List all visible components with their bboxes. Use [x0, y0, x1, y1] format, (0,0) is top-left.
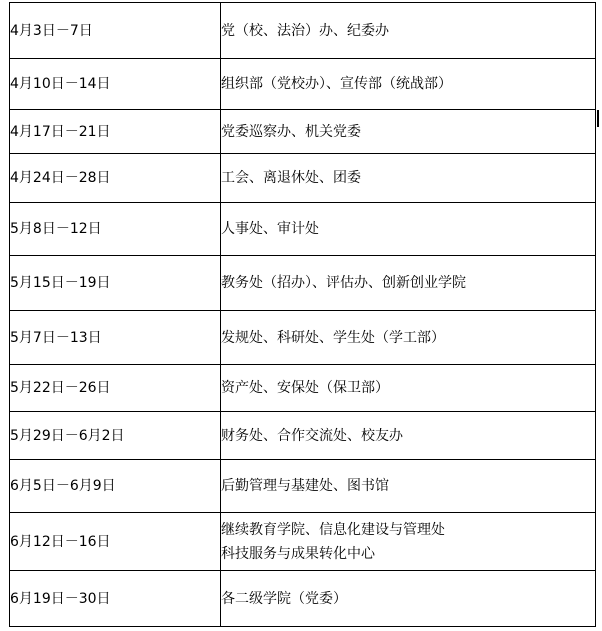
department-text: 财务处、合作交流处、校友办: [221, 427, 403, 444]
department-text: 工会、离退休处、团委: [221, 170, 361, 186]
period-cell: 6月19日－30日: [10, 571, 221, 627]
department-cell: [221, 154, 596, 203]
period-cell: 6月12日－16日: [10, 513, 221, 571]
table-row: [10, 110, 596, 154]
department-cell: [221, 256, 596, 311]
department-cell: [221, 460, 596, 513]
department-text: 组织部（党校办）、宣传部（统战部）: [221, 76, 452, 92]
department-text: 科技服务与成果转化中心: [221, 545, 375, 562]
department-cell: [221, 110, 596, 154]
table-row: [10, 59, 596, 110]
period-cell: 5月7日－13日: [10, 311, 221, 365]
department-text: 人事处、审计处: [221, 221, 319, 237]
period-cell: 5月22日－26日: [10, 365, 221, 412]
department-text: 各二级学院（党委）: [221, 590, 347, 607]
department-cell: [221, 365, 596, 412]
department-cell: [221, 412, 596, 460]
department-text: 发规处、科研处、学生处（学工部）: [221, 329, 445, 346]
department-text: 资产处、安保处（保卫部）: [221, 380, 389, 396]
table-row: [10, 365, 596, 412]
text-cursor-mark: [597, 110, 599, 127]
period-cell: 4月3日－7日: [10, 3, 221, 59]
department-text: 党委巡察办、机关党委: [221, 123, 361, 140]
table-row: [10, 154, 596, 203]
department-cell: [221, 203, 596, 256]
department-text: 后勤管理与基建处、图书馆: [221, 478, 389, 494]
table-row: [10, 311, 596, 365]
department-cell: [221, 513, 596, 571]
department-cell: [221, 3, 596, 59]
table-row: [10, 513, 596, 571]
department-text: 教务处（招办）、评估办、创新创业学院: [221, 275, 466, 291]
table-row: [10, 460, 596, 513]
department-text: 继续教育学院、信息化建设与管理处: [221, 521, 445, 538]
table-row: [10, 203, 596, 256]
table-row: [10, 256, 596, 311]
period-cell: 4月10日－14日: [10, 59, 221, 110]
department-cell: [221, 311, 596, 365]
table-row: [10, 571, 596, 627]
table-row: [10, 412, 596, 460]
period-cell: 6月5日－6月9日: [10, 460, 221, 513]
period-cell: 4月17日－21日: [10, 110, 221, 154]
period-cell: 4月24日－28日: [10, 154, 221, 203]
period-cell: 5月15日－19日: [10, 256, 221, 311]
table-row: [10, 3, 596, 59]
period-cell: 5月29日－6月2日: [10, 412, 221, 460]
department-text: 党（校、法治）办、纪委办: [221, 22, 389, 39]
department-cell: [221, 571, 596, 627]
period-cell: 5月8日－12日: [10, 203, 221, 256]
department-cell: [221, 59, 596, 110]
inspection-schedule-table: [9, 2, 596, 627]
